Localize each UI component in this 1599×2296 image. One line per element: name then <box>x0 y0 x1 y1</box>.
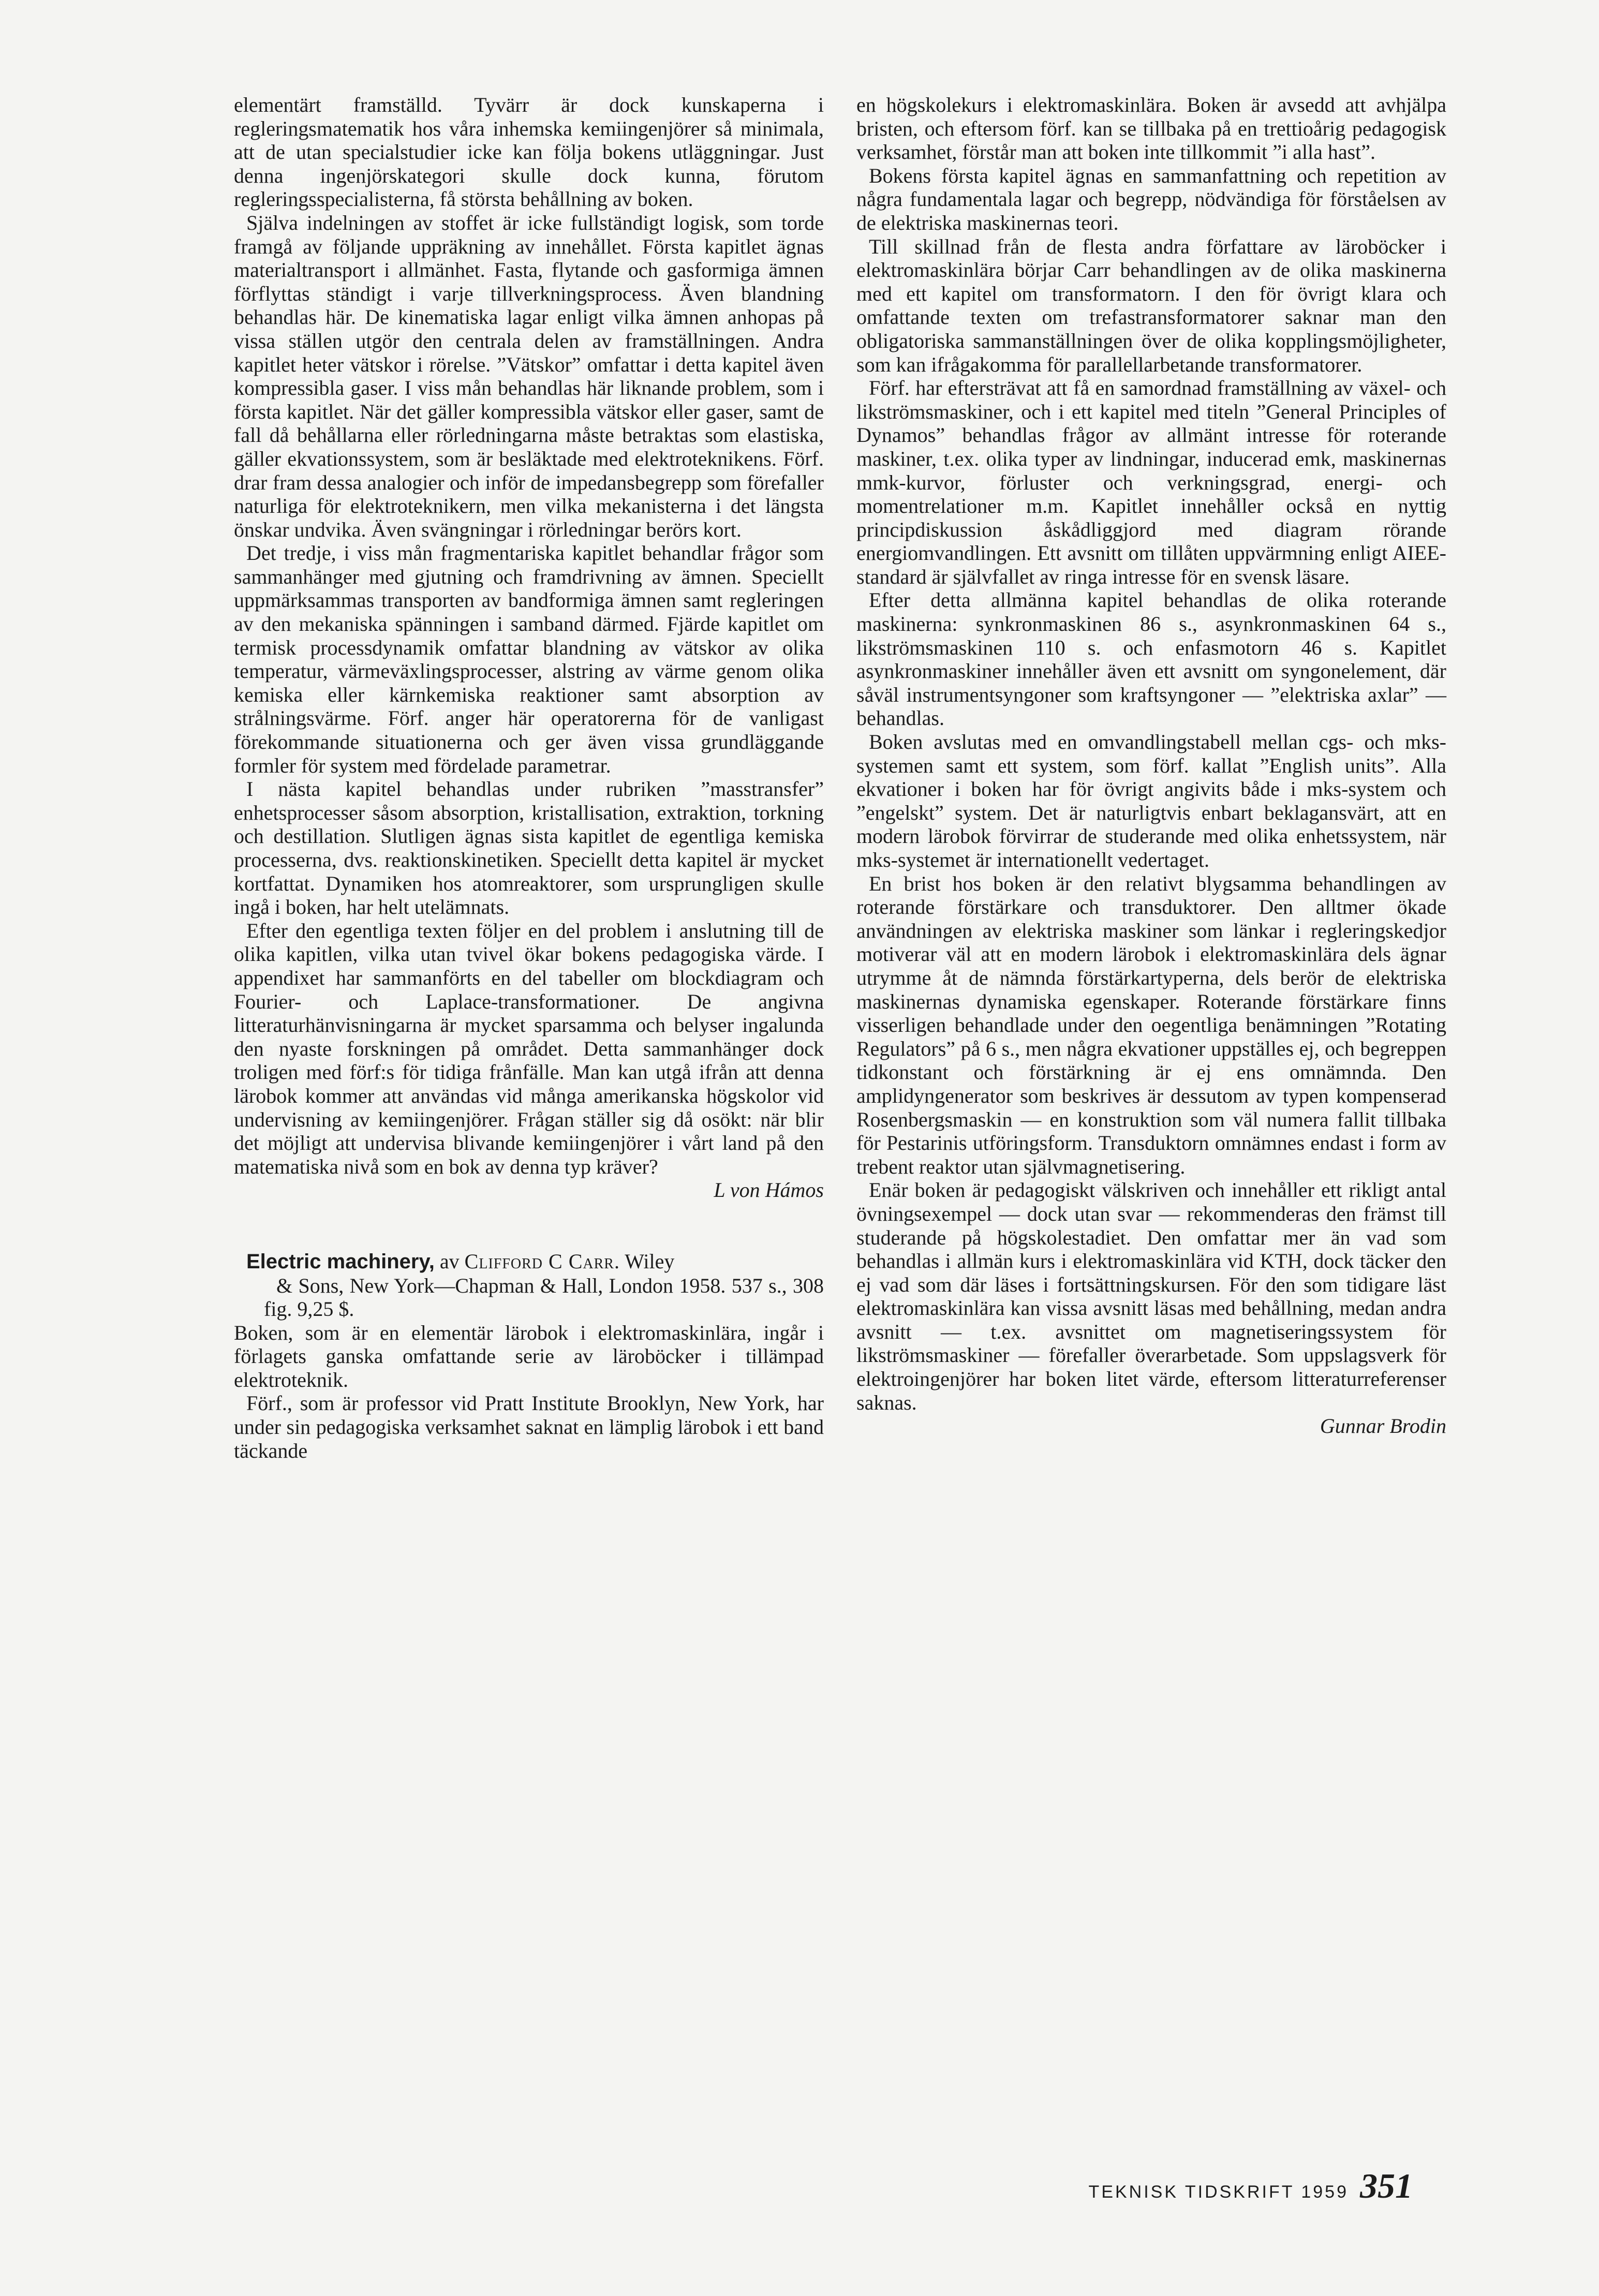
paragraph: Efter den egentliga texten följer en del problem i anslutning till de olika kapitlen, vilka utan tvivel ökar bokens pedagogiska värde. I appendixet har sammanförts en del tabeller om blockdiagram och Fourier- och Laplace-transformationer. De angivna litteraturhänvisningarna är mycket sparsamma och belyser ingalunda den nyaste forskningen på området. Detta sammanhänger dock troligen med förf:s för tidiga frånfälle. Man kan utgå ifrån att denna lärobok kommer att användas vid många amerikanska högskolor vid undervisning av kemiingenjörer. Frågan ställer sig då osökt: när blir det möjligt att undervisa blivande kemiingenjörer i vårt land på den matematiska nivå som en bok av denna typ kräver? <box>234 919 824 1178</box>
page-number: 351 <box>1360 2166 1413 2205</box>
paragraph: Bokens första kapitel ägnas en sammanfattning och repetition av några fundamentala lagar och begrepp, nödvändiga för förståelsen av de elektriska maskinernas teori. <box>856 164 1446 234</box>
page-footer <box>1089 2166 1413 2206</box>
paragraph: Förf., som är professor vid Pratt Institute Brooklyn, New York, har under sin pedagogiska verksamhet saknat en lämplig lärobok i ett band täckande <box>234 1391 824 1462</box>
paragraph: Till skillnad från de flesta andra författare av läroböcker i elektromaskinlära börjar Carr behandlingen av de olika maskinerna med ett kapitel om transformatorn. I den för övrigt klara och omfattande texten om trefastransformatorer saknar man den obligatoriska sammanställningen över de olika kopplingsmöjligheter, som kan ifrågakomma för parallellarbetande transformatorer. <box>856 234 1446 376</box>
review-av: av <box>439 1249 460 1273</box>
left-column <box>234 93 824 1462</box>
paragraph: elementärt framställd. Tyvärr är dock kunskaperna i regleringsmatematik hos våra inhemska kemiingenjörer så minimala, att de utan specialstudier icke kan följa bokens utläggningar. Just denna ingenjörskategori skulle dock kunna, förutom regleringsspecialisterna, få största behållning av boken. <box>234 93 824 211</box>
paragraph: Boken avslutas med en omvandlingstabell mellan cgs- och mks-systemen samt ett system, som förf. kallat ”English units”. Alla ekvationer i boken har för övrigt angivits både i mks-system och ”engelskt” system. Det är naturligtvis enbart beklagansvärt, att en modern lärobok förvirrar de studerande med olika enhetssystem, när mks-systemet är internationellt vedertaget. <box>856 730 1446 871</box>
paragraph: I nästa kapitel behandlas under rubriken ”masstransfer” enhetsprocesser såsom absorption, kristallisation, extraktion, torkning och destillation. Slutligen ägnas sista kapitlet de egentliga kemiska processerna, dvs. reaktionskinetiken. Speciellt detta kapitel är mycket kortfattat. Dynamiken hos atomreaktorer, som ursprungligen skulle ingå i boken, har helt utelämnats. <box>234 777 824 919</box>
paragraph: En brist hos boken är den relativt blygsamma behandlingen av roterande förstärkare och transduktorer. Den alltmer ökade användningen av elektriska maskiner som länkar i regleringskedjor motiverar väl att en modern lärobok i elektromaskinlära dels ägnar utrymme åt de nämnda förstärkartyperna, dels berör de elektriska maskinernas dynamiska egenskaper. Roterande förstärkare finns visserligen behandlade under den oegentliga benämningen ”Rotating Regulators” på 6 s., men några ekvationer uppställes ej, och begreppen tidkonstant och förstärkning är ej ens omnämnda. Den amplidyngenerator som beskrives är dessutom av typen kompenserad Rosenbergsmaskin — en konstruktion som väl numera fallit tillbaka för Pestarinis utföringsform. Transduktorn omnämnes endast i form av trebent reaktor utan självmagnetisering. <box>856 871 1446 1178</box>
review-signature: Gunnar Brodin <box>1320 1414 1446 1438</box>
review-publication-details: & Sons, New York—Chapman & Hall, London 1958. 537 s., 308 fig. 9,25 $. <box>264 1273 824 1321</box>
paragraph: Enär boken är pedagogiskt välskriven och innehåller ett rikligt antal övningsexempel — dock utan svar — rekommenderas den främst till studerande på högskolestadiet. Den omfattar mer än vad som behandlas i allmän kurs i elektromaskinlära vid KTH, dock täcker den ej vad som där läses i fortsättningskursen. För den som tidigare läst elektromaskinlära kan vissa avsnitt läsas med behållning, medan andra avsnitt — t.ex. avsnittet om magnetiseringssystem för likströmsmaskiner — förefaller överarbetade. Som uppslagsverk för elektroingenjörer har boken litet värde, eftersom litteraturreferenser saknas. <box>856 1178 1446 1414</box>
paragraph: Själva indelningen av stoffet är icke fullständigt logisk, som torde framgå av följande uppräkning av innehållet. Första kapitlet ägnas materialtransport i allmänhet. Fasta, flytande och gasformiga ämnen förflyttas ständigt i varje tillverkningsprocess. Även blandning behandlas här. De kinematiska lagar enligt vilka ämnen anhopas på vissa ställen utgör den centrala delen av framställningen. Andra kapitlet heter vätskor i rörelse. ”Vätskor” omfattar i detta kapitel även kompressibla gaser. I viss mån behandlas här liknande problem, som i första kapitlet. När det gäller kompressibla vätskor eller gaser, samt de fall då behållarna eller rörledningarna måste betraktas som elastiska, gäller ekvationssystem, som är besläktade med elektroteknikens. Förf. drar fram dessa analogier och inför de impedansbegrepp som förefaller naturliga för elektroteknikern, men vilka mekanisterna i det längsta önskar undvika. Även svängningar i rörledningar berörs kort. <box>234 211 824 541</box>
paragraph: Efter detta allmänna kapitel behandlas de olika roterande maskinerna: synkronmaskinen 86 s., asynkronmaskinen 64 s., likströmsmaskinen 110 s. och enfasmotorn 46 s. Kapitlet asynkronmaskiner innehåller även ett avsnitt om syngonelement, där såväl instrumentsyngoner som kraftsyngoner — ”elektriska axlar” — behandlas. <box>856 588 1446 730</box>
paragraph: Det tredje, i viss mån fragmentariska kapitlet behandlar frågor som sammanhänger med gjutning och framdrivning av ämnen. Speciellt uppmärksammas transporten av bandformiga ämnen samt regleringen av den mekaniska spänningen i samband därmed. Fjärde kapitlet om termisk processdynamik omfattar blandning av vätskor av olika temperatur, värmeväxlingsprocesser, alstring av värme genom olika kemiska eller kärnkemiska reaktioner samt absorption av strålningsvärme. Förf. anger här operatorerna för de vanligast förekommande situationerna och ger även vissa grundläggande formler för system med fördelade parametrar. <box>234 541 824 777</box>
review-heading <box>234 1250 824 1321</box>
paragraph: Boken, som är en elementär lärobok i elektromaskinlära, ingår i förlagets ganska omfattande serie av läroböcker i tillämpad elektroteknik. <box>234 1321 824 1391</box>
review-publisher: Wiley <box>625 1249 675 1273</box>
paragraph: en högskolekurs i elektromaskinlära. Boken är avsedd att avhjälpa bristen, och eftersom förf. kan se tillbaka på en trettioårig pedagogisk verksamhet, förstår man att boken inte tillkommit ”i alla hast”. <box>856 93 1446 164</box>
paragraph: Förf. har eftersträvat att få en samordnad framställning av växel- och likströmsmaskiner, och i ett kapitel med titeln ”General Principles of Dynamos” behandlas frågor av allmänt intresse för roterande maskiner, t.ex. olika typer av lindningar, inducerad emk, maskinernas mmk-kurvor, förluster och verkningsgrad, energi- och momentrelationer m.m. Kapitlet innehåller också en nyttig principdiskussion åskådliggjord med diagram rörande energiomvandlingen. Ett avsnitt om tillåten uppvärmning enligt AIEE-standard är självfallet av ringa intresse för en svensk läsare. <box>856 376 1446 588</box>
review-signature: L von Hámos <box>714 1178 824 1202</box>
signature-line <box>234 1178 824 1202</box>
right-column <box>856 93 1446 1438</box>
journal-name: TEKNISK TIDSKRIFT 1959 <box>1088 2182 1349 2202</box>
signature-line <box>856 1414 1446 1438</box>
review-book-title: Electric machinery, <box>246 1250 435 1273</box>
review-author: Clifford C Carr. <box>464 1249 620 1273</box>
